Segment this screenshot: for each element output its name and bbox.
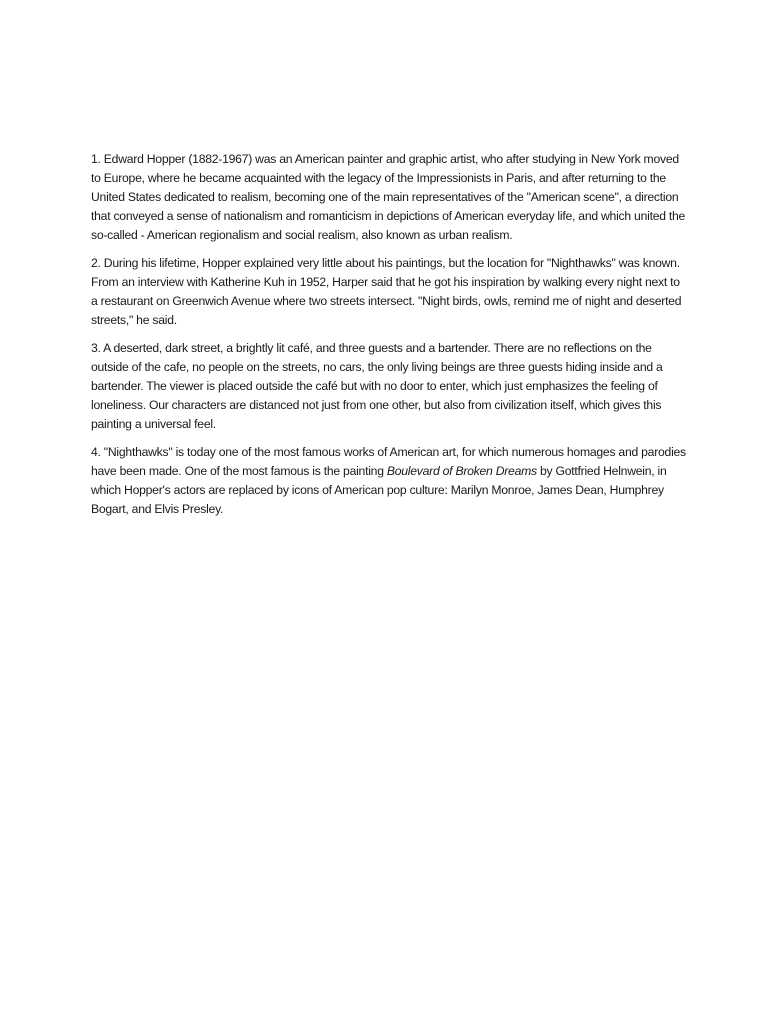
paragraph-3: 3. A deserted, dark street, a brightly lit café, and three guests and a bartender. There are no reflections on the outside of the cafe, no people on the streets, no cars, the only living beings are three guests hiding inside and a bartender. The viewer is placed outside the café but with no door to enter, which just emphasizes the feeling of loneliness. Our characters are distanced not just from one other, but also from civilization itself, which gives this painting a universal feel. xyxy=(91,341,663,431)
document-body xyxy=(91,150,687,528)
paragraph-4 xyxy=(91,443,687,519)
paragraph-2: 2. During his lifetime, Hopper explained very little about his paintings, but the location for "Nighthawks" was known. From an interview with Katherine Kuh in 1952, Harper said that he got his inspiration by walking every night next to a restaurant on Greenwich Avenue where two streets intersect. "Night birds, owls, remind me of night and deserted streets," he said. xyxy=(91,256,682,327)
painting-title: Boulevard of Broken Dreams xyxy=(386,464,537,478)
paragraph-1: 1. Edward Hopper (1882-1967) was an American painter and graphic artist, who after studying in New York moved to Europe, where he became acquainted with the legacy of the Impressionists in Paris, and after returning to the United States dedicated to realism, becoming one of the main representatives of the "American scene", a direction that conveyed a sense of nationalism and romanticism in depictions of American everyday life, and which united the so-called - American regionalism and social realism, also known as urban realism. xyxy=(91,152,686,242)
paragraph-4-text-end: by Gottfried Helnwein, in which Hopper's actors are replaced by icons of American pop culture: Marilyn Monroe, James Dean, Humphrey Bogart, and Elvis Presley. xyxy=(91,464,667,516)
paragraph-4-text-start: 4. "Nighthawks" is today one of the most famous works of American art, for which numerous homages and parodies have been made. One of the most famous is the painting xyxy=(91,445,686,478)
